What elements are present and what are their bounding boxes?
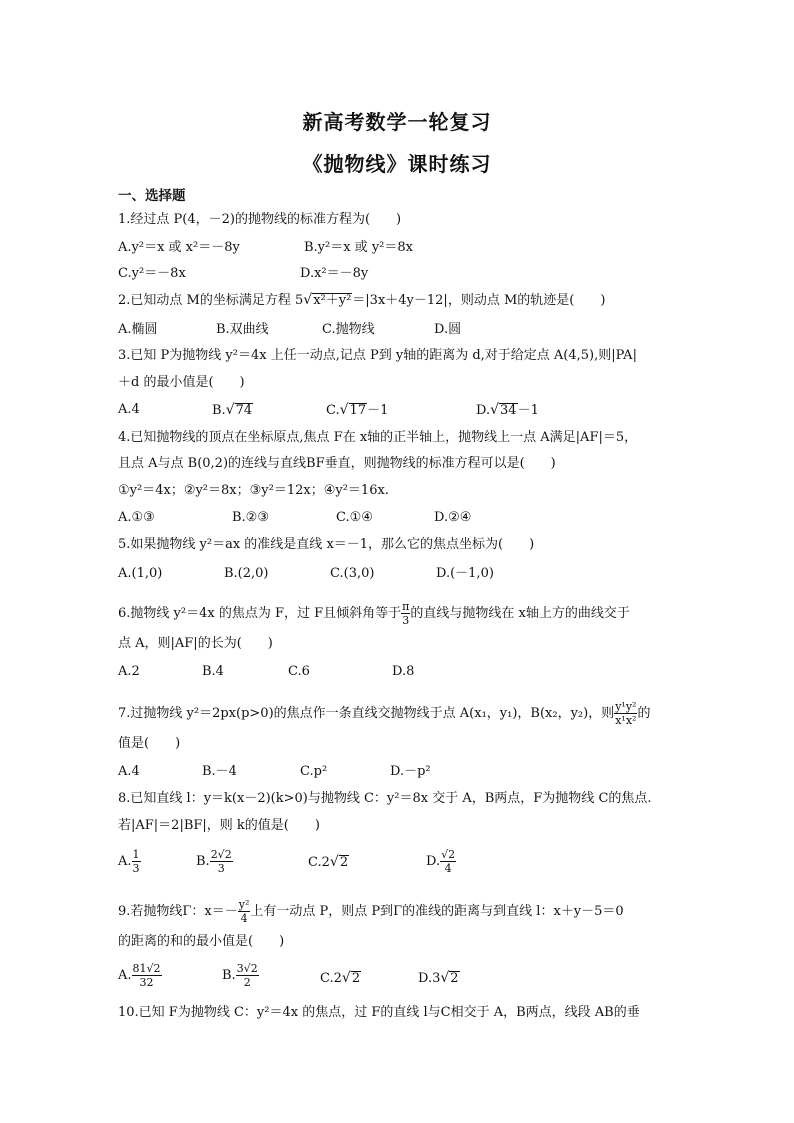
question-3-line2: ＋d 的最小值是( ) bbox=[118, 375, 245, 390]
q3-option-b: B.√74 bbox=[212, 402, 253, 418]
q3-option-d: D.√34－1 bbox=[476, 402, 539, 418]
question-8-line2: 若|AF|＝2|BF|，则 k的值是( ) bbox=[118, 818, 320, 833]
q5-option-c: C.(3,0) bbox=[330, 566, 375, 581]
q4-option-c: C.①④ bbox=[336, 510, 373, 525]
q9-option-c: C.2√2 bbox=[320, 970, 361, 986]
q8-option-b: B. $\frac{2√2}{3}$ bbox=[196, 848, 232, 875]
q1-option-b: B.y²＝x 或 y²＝8x bbox=[304, 240, 413, 255]
question-6-line2: 点 A，则|AF|的长为( ) bbox=[118, 636, 273, 651]
section-heading: 一、选择题 bbox=[118, 188, 186, 204]
q6-option-c: C.6 bbox=[288, 664, 310, 679]
q7-option-b: B.－4 bbox=[202, 764, 237, 779]
question-4-line1: 4.已知抛物线的顶点在坐标原点,焦点 F在 x轴的正半轴上，抛物线上一点 A满足|AF|＝5， bbox=[118, 430, 638, 445]
q3-option-a: A.4 bbox=[118, 402, 140, 417]
q2-radicand: x²＋y² bbox=[313, 293, 352, 308]
q1-option-c: C.y²＝－8x bbox=[118, 266, 186, 281]
question-9-line2: 的距离的和的最小值是( ) bbox=[118, 934, 285, 949]
q9-option-d: D.3√2 bbox=[418, 970, 459, 986]
q2-option-c: C.抛物线 bbox=[322, 322, 375, 337]
q7-option-a: A.4 bbox=[118, 764, 140, 779]
q4-option-a: A.①③ bbox=[118, 510, 155, 525]
q7-option-c: C.p² bbox=[300, 764, 328, 779]
question-1: 1.经过点 P(4，－2)的抛物线的标准方程为( ) bbox=[118, 212, 402, 227]
question-9-line1: 9.若抛物线Γ：x＝－ $\frac{\text{y²}}{4}$ 上有一动点 P，则点 P到Γ的准线的距离与到直线 l：x＋y－5＝0 bbox=[118, 898, 624, 925]
question-6-line1: 6.抛物线 y²＝4x 的焦点为 F，过 F且倾斜角等于 $\frac{\pi}{3}$ 的直线与抛物线在 x轴上方的曲线交于 bbox=[118, 600, 630, 627]
q2-option-a: A.椭圆 bbox=[118, 322, 158, 337]
q4-option-d: D.②④ bbox=[434, 510, 472, 525]
q9-option-b: B. $\frac{3√2}{2}$ bbox=[222, 962, 258, 989]
question-8-line1: 8.已知直线 l：y＝k(x－2)(k>0)与抛物线 C：y²＝8x 交于 A，B两点，F为抛物线 C的焦点. bbox=[118, 791, 652, 806]
question-4-line3: ①y²＝4x；②y²＝8x；③y²＝12x；④y²＝16x. bbox=[118, 483, 389, 498]
q4-option-b: B.②③ bbox=[232, 510, 269, 525]
question-7-line2: 值是( ) bbox=[118, 736, 181, 751]
q2-text-pre: 2.已知动点 M的坐标满足方程 5 bbox=[118, 293, 304, 308]
q7-fraction: $\frac{\text{y¹y²}}{\text{x¹x²}}$ bbox=[615, 700, 637, 727]
question-3-line1: 3.已知 P为抛物线 y²＝4x 上任一动点,记点 P到 y轴的距离为 d,对于给定点 A(4,5),则|PA| bbox=[118, 348, 637, 363]
q6-option-a: A.2 bbox=[118, 664, 140, 679]
page-subtitle: 《抛物线》课时练习 bbox=[302, 152, 492, 176]
q1-option-a: A.y²＝x 或 x²＝－8y bbox=[118, 240, 240, 255]
q1-option-d: D.x²＝－8y bbox=[300, 266, 369, 281]
q7-option-d: D.－p² bbox=[390, 764, 431, 779]
question-5: 5.如果抛物线 y²＝ax 的准线是直线 x＝－1，那么它的焦点坐标为( ) bbox=[118, 537, 535, 552]
q2-option-d: D.圆 bbox=[434, 322, 462, 337]
question-10-line1: 10.已知 F为抛物线 C：y²＝4x 的焦点，过 F的直线 l与C相交于 A，B两点，线段 AB的垂 bbox=[118, 1005, 640, 1020]
q5-option-d: D.(－1,0) bbox=[436, 566, 494, 581]
q6-option-d: D.8 bbox=[392, 664, 415, 679]
q2-text-post: ＝|3x＋4y－12|，则动点 M的轨迹是( ) bbox=[352, 293, 606, 308]
q8-option-a: A. $\frac{1}{3}$ bbox=[118, 848, 140, 875]
page-title: 新高考数学一轮复习 bbox=[302, 110, 492, 134]
q5-option-b: B.(2,0) bbox=[224, 566, 269, 581]
question-2: 2.已知动点 M的坐标满足方程 5√x²＋y²＝|3x＋4y－12|，则动点 M的轨迹是( ) bbox=[118, 292, 606, 308]
q5-option-a: A.(1,0) bbox=[118, 566, 163, 581]
q6-option-b: B.4 bbox=[202, 664, 224, 679]
q3-option-c: C.√17－1 bbox=[326, 402, 389, 418]
question-7-line1: 7.过抛物线 y²＝2px(p>0)的焦点作一条直线交抛物线于点 A(x₁，y₁)，B(x₂，y₂)，则 $\frac{\text{y¹y²}}{\text{x¹x²}}$ 的 bbox=[118, 700, 651, 727]
q9-fraction: $\frac{\text{y²}}{4}$ bbox=[238, 898, 250, 925]
q2-option-b: B.双曲线 bbox=[216, 322, 269, 337]
q9-option-a: A. $\frac{81√2}{32}$ bbox=[118, 962, 161, 989]
question-4-line2: 且点 A与点 B(0,2)的连线与直线BF垂直，则抛物线的标准方程可以是( ) bbox=[118, 456, 556, 471]
q6-fraction: $\frac{\pi}{3}$ bbox=[402, 600, 410, 627]
q8-option-c: C.2√2 bbox=[308, 854, 349, 870]
q8-option-d: D. $\frac{√2}{4}$ bbox=[426, 848, 456, 875]
